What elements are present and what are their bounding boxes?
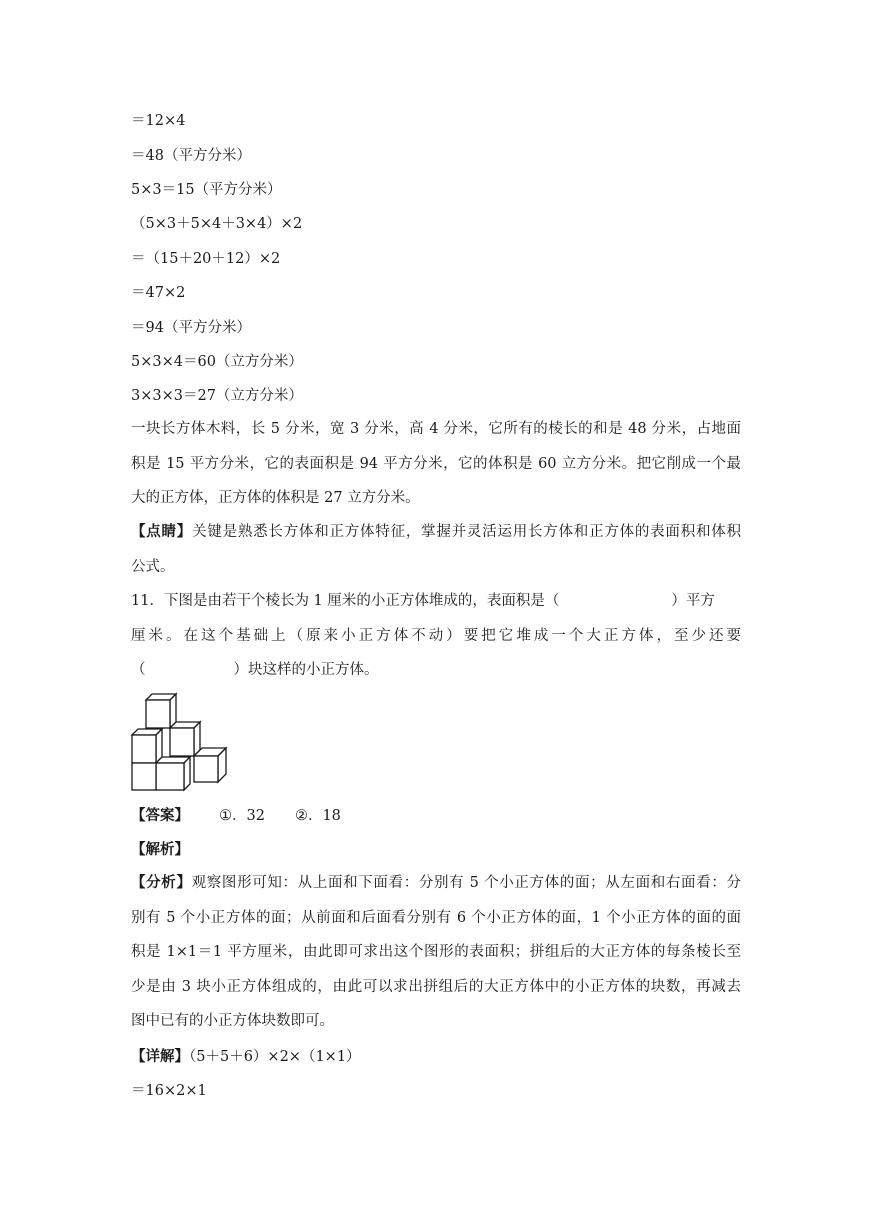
question-text: ）平方 bbox=[671, 593, 715, 609]
calc-line: ＝47×2 bbox=[131, 285, 186, 301]
calc-line: 5×3＝15（平方分米） bbox=[131, 182, 282, 198]
xiangjie-line bbox=[131, 1047, 361, 1067]
dianjing-text: 公式。 bbox=[131, 558, 175, 575]
xiangjie-tag: 【详解】 bbox=[131, 1048, 189, 1065]
question-text: 11．下图是由若干个棱长为 1 厘米的小正方体堆成的，表面积是（ bbox=[131, 593, 560, 609]
cube-stack-figure bbox=[128, 690, 234, 794]
question-text: 厘米。在这个基础上（原来小正方体不动）要把它堆成一个大正方体，至少还要 bbox=[131, 627, 741, 644]
fenxi-text: 少是由 3 块小正方体组成的，由此可以求出拼组后的大正方体中的小正方体的块数，再减去 bbox=[131, 978, 741, 995]
fenxi-text: 别有 5 个小正方体的面；从前面和后面看分别有 6 个小正方体的面，1 个小正方体的面的面 bbox=[131, 909, 741, 926]
fenxi-text: 图中已有的小正方体块数即可。 bbox=[131, 1013, 334, 1029]
calc-line: ＝48（平方分米） bbox=[131, 148, 251, 164]
cube bbox=[170, 722, 200, 756]
dianjing-text: 关键是熟悉长方体和正方体特征，掌握并灵活运用长方体和正方体的表面积和体积 bbox=[192, 524, 741, 540]
answer-item: ①．32 bbox=[219, 808, 265, 824]
jiexi-tag: 【解析】 bbox=[131, 841, 189, 858]
calc-line: 3×3×3＝27（立方分米） bbox=[131, 388, 303, 404]
dianjing-tag: 【点睛】 bbox=[131, 523, 193, 540]
xiangjie-line: ＝16×2×1 bbox=[131, 1083, 207, 1099]
cube bbox=[156, 757, 190, 790]
question-text: ）块这样的小正方体。 bbox=[233, 662, 379, 678]
summary-paragraph bbox=[131, 412, 741, 516]
fenxi-paragraph bbox=[131, 866, 741, 1039]
calc-line: ＝（15＋20＋12）×2 bbox=[131, 251, 281, 267]
cube bbox=[194, 748, 226, 782]
answer-line bbox=[131, 806, 341, 826]
fenxi-text: 观察图形可知：从上面和下面看：分别有 5 个小正方体的面；从左面和右面看：分 bbox=[191, 875, 741, 891]
calc-line: ＝94（平方分米） bbox=[131, 320, 251, 336]
xiangjie-text: （5＋5＋6）×2×（1×1） bbox=[189, 1049, 361, 1065]
fenxi-tag: 【分析】 bbox=[131, 874, 192, 891]
calc-line: （5×3＋5×4＋3×4）×2 bbox=[131, 216, 303, 232]
cube bbox=[146, 694, 176, 728]
question-paragraph bbox=[131, 584, 741, 688]
cube bbox=[132, 729, 162, 763]
calc-line: 5×3×4＝60（立方分米） bbox=[131, 354, 303, 370]
calc-line: ＝12×4 bbox=[131, 113, 186, 129]
dianjing-paragraph bbox=[131, 515, 741, 584]
fenxi-text: 积是 1×1＝1 平方厘米，由此即可求出这个图形的表面积；拼组后的大正方体的每条棱长至 bbox=[131, 944, 741, 960]
answer-tag: 【答案】 bbox=[131, 807, 189, 824]
summary-line: 积是 15 平方分米，它的表面积是 94 平方分米，它的体积是 60 立方分米。把它削成一个最 bbox=[131, 455, 741, 472]
summary-line: 大的正方体，正方体的体积是 27 立方分米。 bbox=[131, 490, 420, 506]
summary-line: 一块长方体木料，长 5 分米，宽 3 分米，高 4 分米，它所有的棱长的和是 48 分米，占地面 bbox=[131, 421, 741, 437]
answer-item: ②．18 bbox=[294, 808, 341, 824]
cube bbox=[132, 763, 156, 790]
question-text: （ bbox=[131, 662, 146, 678]
